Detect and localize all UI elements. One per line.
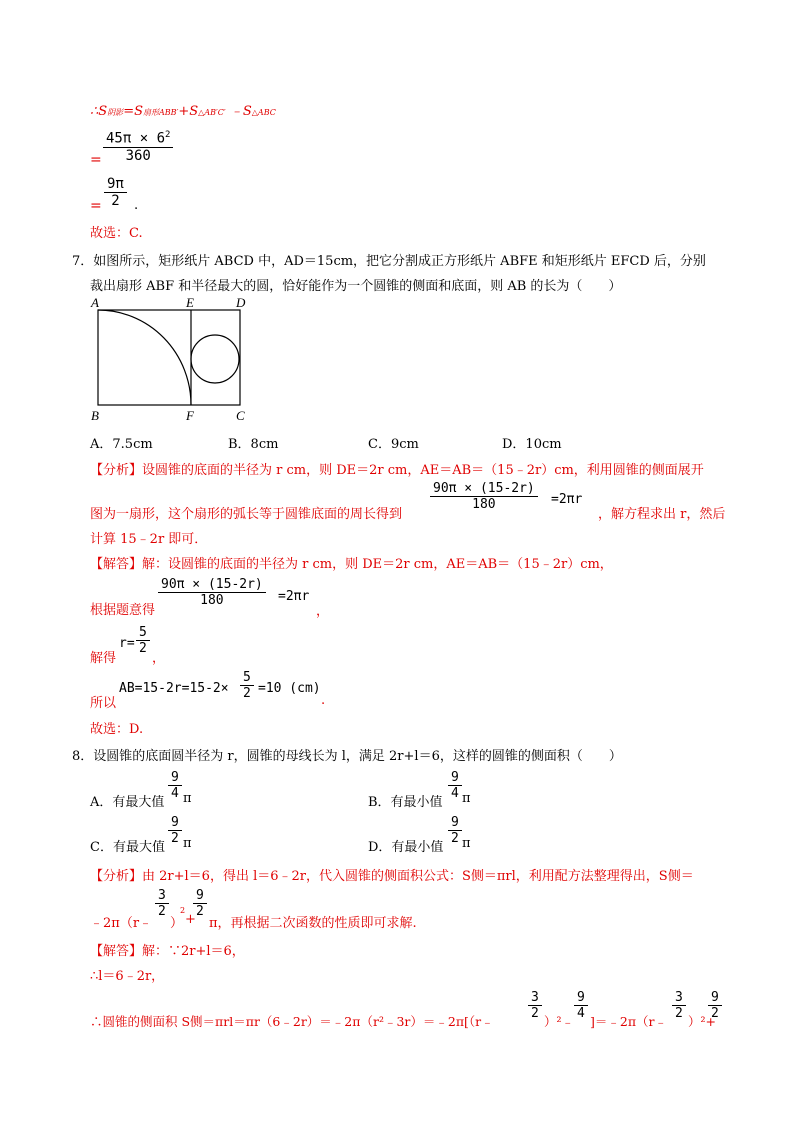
q8-text: 8．设圆锥的底面圆半径为 r，圆锥的母线长为 l，满足 2r+l＝6，这样的圆锥的侧面积（ ） [72,749,622,764]
therefore-symbol: ∴ [90,104,99,119]
q7-solve-comma: ， [152,651,166,666]
base-circle [191,335,239,383]
fraction-denominator: 4 [171,786,179,801]
fraction-denominator: 2 [158,904,166,919]
fraction-numerator: 9 [448,815,462,831]
fraction-numerator: 45π × 6 [106,130,166,147]
fraction-numerator: 9π [104,176,127,193]
q8-option-d-fraction [448,815,462,846]
q8-analysis-fraction-2 [193,888,207,919]
fraction-numerator: 9 [168,770,182,786]
fraction-numerator: 3 [528,990,542,1006]
q7-solution-comma: ， [316,604,330,619]
fraction-denominator: 360 [125,147,151,164]
rectangle-figure [88,296,258,424]
q8-solution-line3d: ）²+ [688,1014,716,1029]
fraction-numerator: 9 [448,770,462,786]
q7-solution-line2a: 根据题意得 [90,603,156,618]
label-d: D [236,296,246,310]
label-e: E [186,296,194,310]
period: . [134,198,139,213]
pi-symbol: π [462,836,471,851]
q7-text-line1: 7．如图所示，矩形纸片 ABCD 中，AD＝15cm，把它分割成正方形纸片 ABFE 和矩形纸片 EFCD 后，分别 [72,254,706,269]
q8-analysis-line1: 【分析】由 2r+l＝6，得出 l＝6﹣2r，代入圆锥的侧面积公式：S侧＝πrl，利用配方法整理得出，S侧＝ [90,869,694,884]
q8-analysis-plus: + [185,912,196,927]
fraction-denominator: 180 [472,497,496,512]
fraction-numerator: 9 [708,990,722,1006]
q7-analysis-line2a: 图为一扇形，这个扇形的弧长等于圆锥底面的周长得到 [90,507,403,522]
fraction-denominator: 2 [243,686,251,701]
q8-option-a[interactable] [90,791,164,810]
q7-analysis-rhs: =2πr [551,492,583,507]
equals-s: =S [123,104,143,119]
q8-analysis-square: 2 [180,906,186,915]
q8-option-b-fraction [448,770,462,801]
fraction-denominator: 2 [451,831,459,846]
q7-so-expr-b: =10 (cm) [258,681,321,696]
q7-solution-fraction [158,577,266,608]
q7-text-line2: 裁出扇形 ABF 和半径最大的圆，恰好能作为一个圆锥的侧面和底面，则 AB 的长为（ ） [90,279,622,294]
q7-analysis-fraction [430,481,538,512]
label-c: C [236,408,245,423]
q7-solve-fraction [136,625,150,656]
subscript-tri1: △AB′C′ [198,108,226,117]
pi-symbol: π [183,836,192,851]
fraction-denominator: 2 [111,193,120,209]
label-a: A [91,296,99,310]
q7-option-b[interactable]: B．8cm [228,437,279,452]
pi-symbol: π [183,791,192,806]
q8-option-c-fraction [168,815,182,846]
rectangle-abcd [98,310,240,405]
fraction-denominator: 4 [451,786,459,801]
s-symbol: S [98,104,108,119]
q7-so-period: . [321,693,326,708]
q8-analysis-fraction-1 [155,888,169,919]
q7-analysis-line1: 【分析】设圆锥的底面的半径为 r cm，则 DE＝2r cm，AE＝AB＝（15﹣2r）cm，利用圆锥的侧面展开 [90,463,704,478]
fraction-numerator: 5 [136,625,150,641]
q7-solution-line1: 【解答】解：设圆锥的底面的半径为 r cm，则 DE＝2r cm，AE＝AB＝（15﹣2r）cm， [90,557,613,572]
sector-fraction [103,130,173,164]
fraction-numerator: 90π × (15-2r) [158,577,266,593]
q7-option-d[interactable]: D．10cm [502,437,562,452]
sector-arc [98,310,191,405]
option-label: D．有最小值 [368,840,444,855]
q7-option-c[interactable]: C．9cm [368,437,419,452]
q8-solution-fraction-4 [708,990,722,1021]
equals-sign-2: = [90,198,102,214]
q8-solution-line3b: ）²﹣ [544,1014,575,1029]
fraction-numerator: 3 [672,990,686,1006]
option-label: A．有最大值 [90,795,165,810]
q7-answer: 故选：D. [90,722,144,737]
fraction-denominator: 2 [196,904,204,919]
fraction-numerator: 3 [155,888,169,904]
label-b: B [91,408,99,423]
q8-option-d[interactable] [368,836,443,855]
equals-sign-1: = [90,152,102,168]
q8-solution-line2: ∴l＝6﹣2r， [90,969,165,984]
q7-analysis-line2b: ，解方程求出 r，然后 [598,507,726,522]
fraction-numerator: 90π × (15-2r) [430,481,538,497]
fraction-denominator: 180 [200,593,224,608]
answer-c: 故选：C. [90,226,143,241]
q8-option-a-fraction [168,770,182,801]
option-label: C．有最大值 [90,840,165,855]
fraction-denominator: 2 [711,1006,719,1021]
q8-analysis-paren: ） [170,916,184,931]
q7-option-a[interactable]: A．7.5cm [90,437,153,452]
fraction-denominator: 2 [171,831,179,846]
q8-analysis-line2a: ﹣2π（r﹣ [90,916,153,931]
q8-analysis-line2c: π，再根据二次函数的性质即可求解. [209,916,417,931]
q8-solution-fraction-1 [528,990,542,1021]
fraction-denominator: 4 [577,1006,585,1021]
subscript-tri2: △ABC [251,108,276,117]
fraction-numerator: 5 [240,670,254,686]
q8-solution-line3a: ∴圆锥的侧面积 S侧＝πrl＝πr（6﹣2r）＝﹣2π（r²﹣3r）＝﹣2π[（r﹣ [90,1014,494,1029]
q7-so-fraction [240,670,254,701]
fraction-numerator: 9 [574,990,588,1006]
fraction-numerator: 9 [193,888,207,904]
q7-solve-lhs: r= [119,636,135,651]
fraction-denominator: 2 [139,641,147,656]
subscript-sector: 扇形ABB′ [143,108,179,117]
plus-s: +S [178,104,199,119]
q8-option-b[interactable] [368,791,443,810]
q8-solution-line1: 【解答】解：∵2r+l＝6， [90,944,245,959]
result-fraction [104,176,127,209]
q8-solution-line3c: ]＝﹣2π（r﹣ [590,1014,668,1029]
q8-solution-fraction-2 [574,990,588,1021]
q7-analysis-line3: 计算 15﹣2r 即可． [90,532,208,547]
label-f: F [186,408,194,423]
q8-option-c[interactable] [90,836,165,855]
q7-so-expr-a: AB=15-2r=15-2× [119,681,229,696]
q7-solve-label: 解得 [90,651,117,666]
q8-solution-fraction-3 [672,990,686,1021]
minus-s: ﹣S [229,104,252,119]
exponent: 2 [165,130,171,140]
fraction-denominator: 2 [531,1006,539,1021]
shadow-area-formula [90,100,276,119]
option-label: B．有最小值 [368,795,443,810]
fraction-denominator: 2 [675,1006,683,1021]
subscript-shadow: 阴影 [107,108,124,117]
q7-solution-rhs: =2πr [278,589,310,604]
pi-symbol: π [462,791,471,806]
q7-so-label: 所以 [90,696,117,711]
fraction-numerator: 9 [168,815,182,831]
